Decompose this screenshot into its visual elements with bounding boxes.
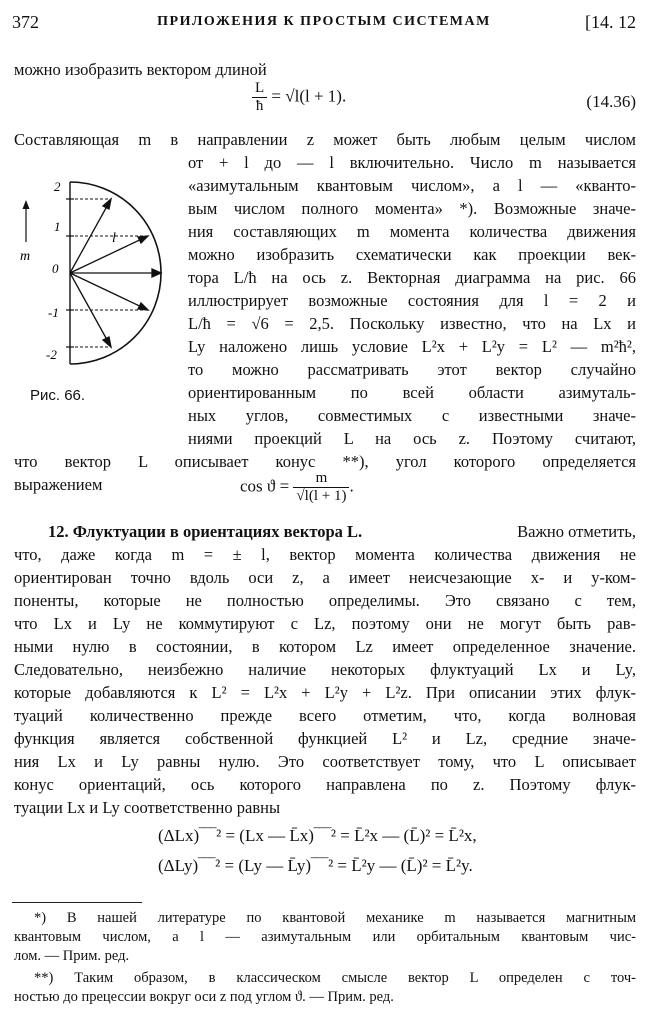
arrowhead <box>152 269 161 277</box>
figure-caption: Рис. 66. <box>30 387 86 404</box>
footnote-line: ностью до прецессии вокруг оси z под углом ϑ. — Прим. ред. <box>14 989 394 1005</box>
tick-label-minus-1: -1 <box>48 305 59 320</box>
equation-14-36 <box>252 80 346 115</box>
tick-label-minus-2: -2 <box>46 347 57 362</box>
text-line: Составляющая m в направлении z может быть любым целым числом <box>14 130 636 149</box>
section-ref: [14. 12 <box>585 12 636 32</box>
footnote-line: **) Таким образом, в классическом смысле вектор L определен с точ- <box>34 970 636 986</box>
text-line: от + l до — l включительно. Число m называется <box>188 153 636 172</box>
text-line: L/ħ = √6 = 2,5. Поскольку известно, что на Lx и <box>188 314 636 333</box>
text-line: Следовательно, неизбежно наличие некоторых флуктуаций Lx и Ly, <box>14 660 636 679</box>
text-line: что Lx и Ly не коммутируют с Lz, поэтому они не могут быть рав- <box>14 614 636 633</box>
footnote-line: квантовым числом, а l — азимутальным или орбитальным квантовым чис- <box>14 929 636 945</box>
eq-cos-end: . <box>349 476 354 496</box>
text-line: Ly наложено лишь условие L²x + L²y = L² — m²ħ², <box>188 337 636 356</box>
text-line: ниями проекций L на ось z. Поэтому считают, <box>188 429 636 448</box>
text-line: которые добавляются к L² = L²x + L²y + L²z. При описании этих флук- <box>14 683 636 702</box>
vector-m-1 <box>70 273 148 310</box>
equation-fluct-x: (ΔLx)‾‾‾² = (Lx — L̄x)‾‾‾² = L̄²x — (L̄)² = L̄²x, <box>158 826 477 845</box>
page-header <box>12 12 636 36</box>
text-line: иллюстрирует возможные состояния для l = 2 и <box>188 291 636 310</box>
eq-rhs: = √l(l + 1). <box>271 86 347 106</box>
text-line: ния составляющих m момента количества движения <box>188 222 636 241</box>
arrowhead <box>103 199 111 209</box>
text-line: «азимутальным квантовым числом», а l — «кванто- <box>188 176 636 195</box>
figure-66-vector-diagram <box>10 160 190 385</box>
arrowhead <box>138 303 148 310</box>
eq-lhs-den: ħ <box>255 98 264 114</box>
text-line: туаций количественно прежде всего отметим, что, когда волновая <box>14 706 636 725</box>
section-heading-line <box>14 522 636 542</box>
tick-label-2: 2 <box>54 179 61 194</box>
text-line: ния Lx и Ly равны нулю. Это соответствует тому, что L описывает <box>14 752 636 771</box>
text-line: можно изобразить схематически как проекции век- <box>188 245 636 264</box>
page-number: 372 <box>12 12 39 32</box>
vector-length-label: l <box>112 231 116 246</box>
intro-line: можно изобразить вектором длиной <box>14 60 267 79</box>
text-line: Важно отметить, <box>517 522 636 541</box>
text-line: поненты, которые не полностью определимы. Это связано с тем, <box>14 591 636 610</box>
text-line: ными нулю в состоянии, в котором Lz имеет определенное значение. <box>14 637 636 656</box>
running-title: ПРИЛОЖЕНИЯ К ПРОСТЫМ СИСТЕМАМ <box>157 14 491 29</box>
equation-cos-theta <box>240 470 354 505</box>
tick-label-0: 0 <box>52 261 59 276</box>
footnote-line: лом. — Прим. ред. <box>14 948 130 964</box>
vector-m1 <box>70 236 148 273</box>
text-line: выражением <box>14 475 103 494</box>
text-line: функция является собственной функцией L² и Lz, средние значе- <box>14 729 636 748</box>
arrowhead <box>138 236 148 243</box>
eq-cos-lhs: cos ϑ = <box>240 476 290 496</box>
text-line: вым числом полного момента» *). Возможные значе- <box>188 199 636 218</box>
eq-cos-den: √l(l + 1) <box>296 488 347 504</box>
text-line: конус ориентаций, ось которого направлена по z. Поэтому флук- <box>14 775 636 794</box>
eq-lhs-num: L <box>252 80 267 98</box>
footnote-line: *) В нашей литературе по квантовой механике m называется магнитным <box>34 910 636 926</box>
footnote-rule <box>12 902 142 903</box>
text-line: ориентирован точно вдоль оси z, а имеет неисчезающие x- и y-ком- <box>14 568 636 587</box>
text-line: что, даже когда m = ± l, вектор момента количества движения не <box>14 545 636 564</box>
m-axis-arrowhead <box>23 200 30 209</box>
equation-fluct-y: (ΔLy)‾‾‾² = (Ly — L̄y)‾‾‾² = L̄²y — (L̄)² = L̄²y. <box>158 856 473 875</box>
text-line: что вектор L описывает конус **), угол которого определяется <box>14 452 636 471</box>
tick-label-1: 1 <box>54 219 61 234</box>
m-axis-label: m <box>20 249 31 264</box>
eq-cos-num: m <box>293 470 349 488</box>
text-line: туации Lx и Ly соответственно равны <box>14 798 281 817</box>
section-heading: 12. Флуктуации в ориентациях вектора L. <box>48 522 363 541</box>
text-line: ных углов, совместимых с известными значе- <box>188 406 636 425</box>
arrowhead <box>103 337 111 347</box>
text-line: то можно рассматривать этот вектор случайно <box>188 360 636 379</box>
text-line: тора L/ħ на ось z. Векторная диаграмма на рис. 66 <box>188 268 636 287</box>
equation-number: (14.36) <box>586 92 636 111</box>
text-line: ориентированным по всей области азимуталь- <box>188 383 636 402</box>
